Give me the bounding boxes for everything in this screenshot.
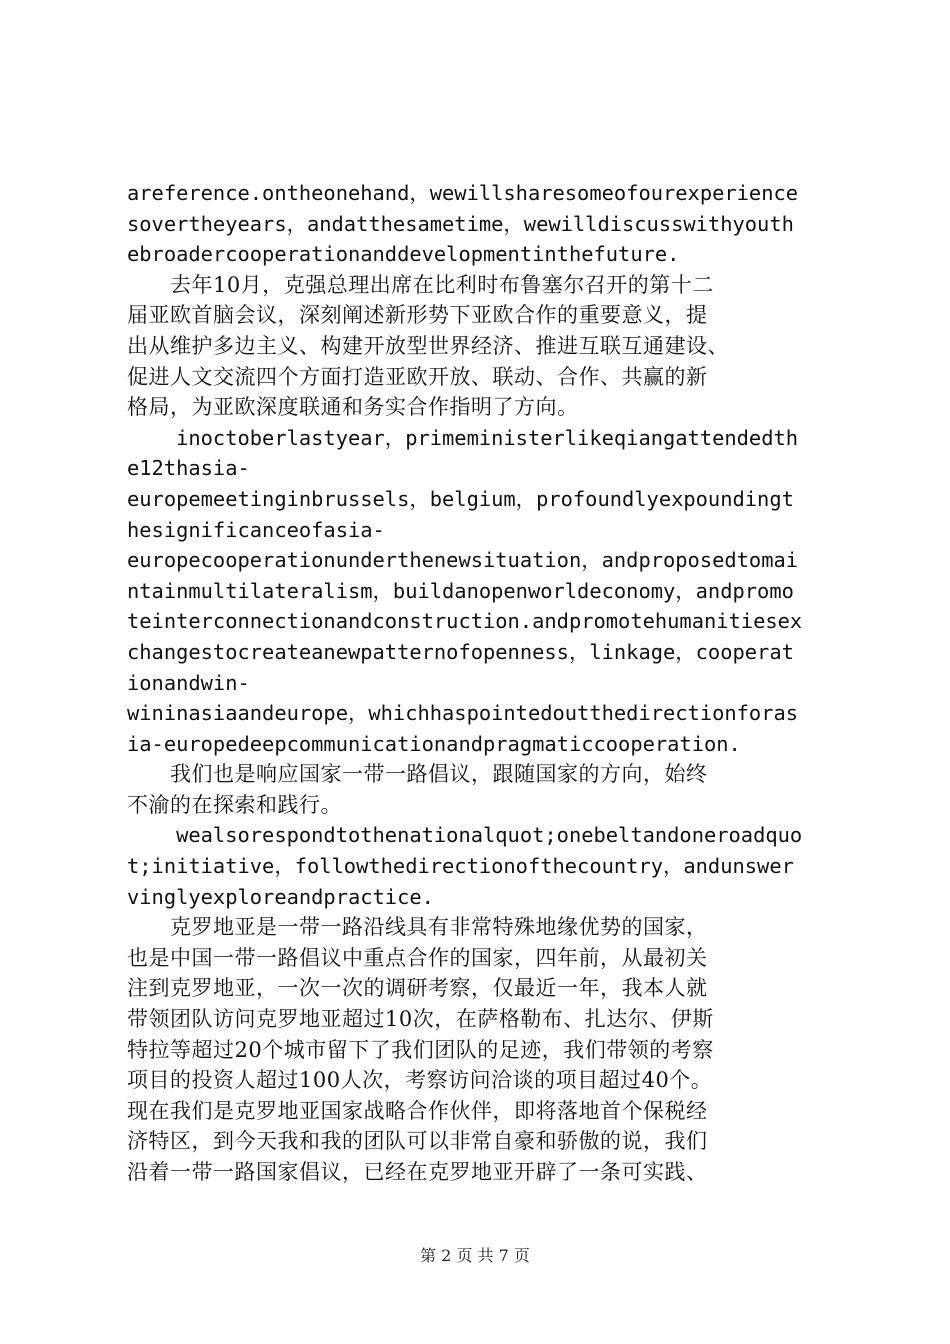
- text-line: 项目的投资人超过100人次，考察访问洽谈的项目超过40个。: [127, 1068, 713, 1093]
- paragraph: [127, 270, 835, 423]
- text-line: ionandwin-: [127, 670, 250, 695]
- paragraph: [127, 912, 835, 1187]
- text-line: sovertheyears，andatthesametime，wewilldiscusswithyouth: [127, 211, 794, 236]
- text-line: 现在我们是克罗地亚国家战略合作伙伴，即将落地首个保税经: [127, 1098, 708, 1123]
- text-line: t;initiative，followthedirectionofthecountry，andunswer: [127, 854, 794, 879]
- text-line: inoctoberlastyear，primeministerlikeqiangattendedth: [127, 425, 799, 450]
- text-line: changestocreateanewpatternofopenness，linkage，cooperat: [127, 639, 794, 664]
- text-line: vinglyexploreandpractice.: [127, 884, 434, 909]
- text-line: teinterconnectionandconstruction.andpromotehumanitiesex: [127, 609, 803, 634]
- text-line: 去年10月，克强总理出席在比利时布鲁塞尔召开的第十二: [127, 272, 714, 297]
- document-body: [127, 178, 835, 1188]
- text-line: europecooperationunderthenewsituation，andproposedtomai: [127, 548, 799, 573]
- text-line: 我们也是响应国家一带一路倡议，跟随国家的方向，始终: [127, 762, 708, 787]
- text-line: 注到克罗地亚，一次一次的调研考察，仅最近一年，我本人就: [127, 976, 708, 1001]
- text-line: 沿着一带一路国家倡议，已经在克罗地亚开辟了一条可实践、: [127, 1160, 708, 1184]
- text-line: europemeetinginbrussels，belgium，profoundlyexpoundingt: [127, 486, 794, 511]
- text-line: 也是中国一带一路倡议中重点合作的国家，四年前，从最初关: [127, 945, 708, 970]
- text-line: wealsorespondtothenationalquot;onebeltandoneroadquo: [127, 823, 803, 848]
- paragraph: [127, 178, 835, 270]
- text-line: ia-europedeepcommunicationandpragmaticcooperation.: [127, 731, 741, 756]
- text-line: ebroadercooperationanddevelopmentinthefuture.: [127, 242, 680, 267]
- text-line: 带领团队访问克罗地亚超过10次，在萨格勒布、扎达尔、伊斯: [127, 1007, 714, 1032]
- text-line: 出从维护多边主义、构建开放型世界经济、推进互联互通建设、: [127, 333, 729, 358]
- text-line: wininasiaandeurope，whichhaspointedoutthedirectionforas: [127, 701, 799, 726]
- text-line: 格局，为亚欧深度联通和务实合作指明了方向。: [127, 395, 579, 420]
- text-line: 克罗地亚是一带一路沿线具有非常特殊地缘优势的国家，: [127, 915, 708, 940]
- paragraph: [127, 820, 835, 912]
- text-line: e12thasia-: [127, 456, 250, 481]
- text-line: 特拉等超过20个城市留下了我们团队的足迹，我们带领的考察: [127, 1037, 714, 1062]
- text-line: hesignificanceofasia-: [127, 517, 385, 542]
- text-line: 济特区，到今天我和我的团队可以非常自豪和骄傲的说，我们: [127, 1129, 708, 1154]
- text-line: areference.ontheonehand，wewillsharesomeofourexperience: [127, 181, 799, 205]
- text-line: 届亚欧首脑会议，深刻阐述新形势下亚欧合作的重要意义，提: [127, 303, 708, 328]
- text-line: 促进人文交流四个方面打造亚欧开放、联动、合作、共赢的新: [127, 364, 708, 389]
- paragraph: [127, 423, 835, 760]
- text-line: 不渝的在探索和践行。: [127, 792, 342, 817]
- paragraph: [127, 759, 835, 820]
- page-footer: 第 2 页 共 7 页: [420, 1246, 530, 1265]
- text-line: ntainmultilateralism，buildanopenworldeconomy，andpromo: [127, 578, 794, 603]
